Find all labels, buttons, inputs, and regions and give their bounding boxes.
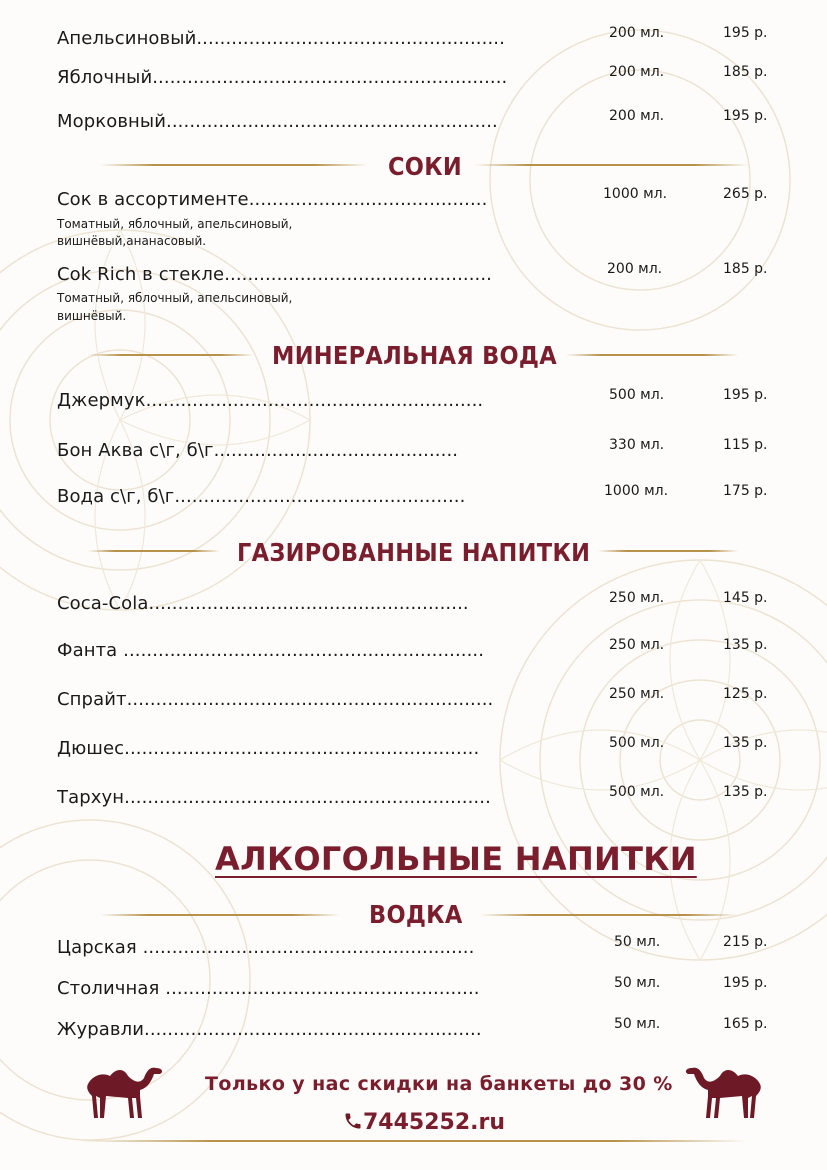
item-price: 185 р. [723,64,768,80]
item-name: Сок в ассортименте......................................... [57,189,488,210]
menu-item [57,975,777,1008]
banquet-promo: Только у нас скидки на банкеты до 30 % [205,1073,673,1095]
item-name: Морковный......................................................... [57,111,498,132]
menu-item [57,735,777,768]
item-price: 115 р. [723,437,768,453]
item-volume: 50 мл. [614,975,661,991]
menu-item [57,1016,777,1049]
item-name: Бон Аква с\г, б\г.......................................... [57,440,459,461]
item-volume: 50 мл. [614,934,661,950]
menu-item [57,25,777,58]
item-volume: 500 мл. [609,387,665,403]
section-rule-left [88,354,254,356]
item-price: 145 р. [723,590,768,606]
item-name: Царская ......................................................... [57,937,475,958]
item-name: Вода с\г, б\г.................................................. [57,486,466,507]
section-rule-right [480,914,738,916]
item-name: Журавли.......................................................... [57,1019,482,1040]
item-price: 135 р. [723,637,768,653]
item-name: Дюшес............................................................. [57,738,480,759]
item-price: 125 р. [723,686,768,702]
menu-item [57,387,777,420]
section-title-vodka: ВОДКА [369,900,463,929]
menu-item [57,784,777,817]
camel-icon [82,1062,166,1122]
item-volume: 500 мл. [609,735,665,751]
item-description: Томатный, яблочный, апельсиновый, [57,291,293,305]
item-name: Фанта .............................................................. [57,640,485,661]
item-volume: 1000 мл. [603,186,668,202]
item-volume: 250 мл. [609,637,665,653]
item-price: 215 р. [723,934,768,950]
section-rule-right [474,164,749,166]
section-title-mineral: МИНЕРАЛЬНАЯ ВОДА [272,341,557,370]
menu-item [57,186,777,219]
item-volume: 250 мл. [609,686,665,702]
alcohol-heading: АЛКОГОЛЬНЫЕ НАПИТКИ [215,840,697,878]
menu-item [57,637,777,670]
menu-item [57,437,777,470]
item-name: Апельсиновый..................................................... [57,28,505,49]
phone-contact[interactable] [343,1110,505,1135]
item-name: Coca-Cola....................................................... [57,593,469,614]
section-title-juices: СОКИ [388,152,463,181]
menu-item [57,108,777,141]
item-volume: 1000 мл. [604,483,669,499]
item-volume: 200 мл. [609,25,665,41]
item-price: 175 р. [723,483,768,499]
item-name: Тархун............................................................... [57,787,491,808]
item-price: 185 р. [723,261,768,277]
item-price: 195 р. [723,975,768,991]
item-name: Джермук.......................................................... [57,390,484,411]
section-title-soda: ГАЗИРОВАННЫЕ НАПИТКИ [237,538,591,567]
item-description: Томатный, яблочный, апельсиновый, [57,217,293,231]
section-rule-left [100,914,340,916]
item-name: Спрайт............................................................... [57,689,494,710]
item-volume: 200 мл. [609,108,665,124]
item-volume: 50 мл. [614,1016,661,1032]
item-price: 195 р. [723,25,768,41]
item-price: 135 р. [723,735,768,751]
menu-item [57,934,777,967]
menu-item [57,64,777,97]
section-rule-right [598,550,738,552]
section-rule-left [100,164,368,166]
menu-item [57,686,777,719]
item-volume: 200 мл. [607,261,663,277]
item-price: 195 р. [723,108,768,124]
item-volume: 330 мл. [609,437,665,453]
item-price: 265 р. [723,186,768,202]
item-name: Яблочный............................................................. [57,67,508,88]
menu-item [57,483,777,516]
item-description: вишнёвый,ананасовый. [57,234,207,248]
item-volume: 200 мл. [609,64,665,80]
item-volume: 250 мл. [609,590,665,606]
camel-icon [682,1062,766,1122]
phone-icon [343,1111,363,1131]
item-name: Столичная ...................................................... [57,978,480,999]
section-rule-left [88,550,220,552]
section-rule-right [566,354,738,356]
item-volume: 500 мл. [609,784,665,800]
menu-item [57,590,777,623]
item-price: 135 р. [723,784,768,800]
item-description: вишнёвый. [57,309,127,323]
phone-number[interactable]: 7445252.ru [363,1110,506,1135]
item-price: 165 р. [723,1016,768,1032]
item-price: 195 р. [723,387,768,403]
footer-rule [78,1140,748,1142]
item-name: Сok Rich в стекле.............................................. [57,264,492,285]
